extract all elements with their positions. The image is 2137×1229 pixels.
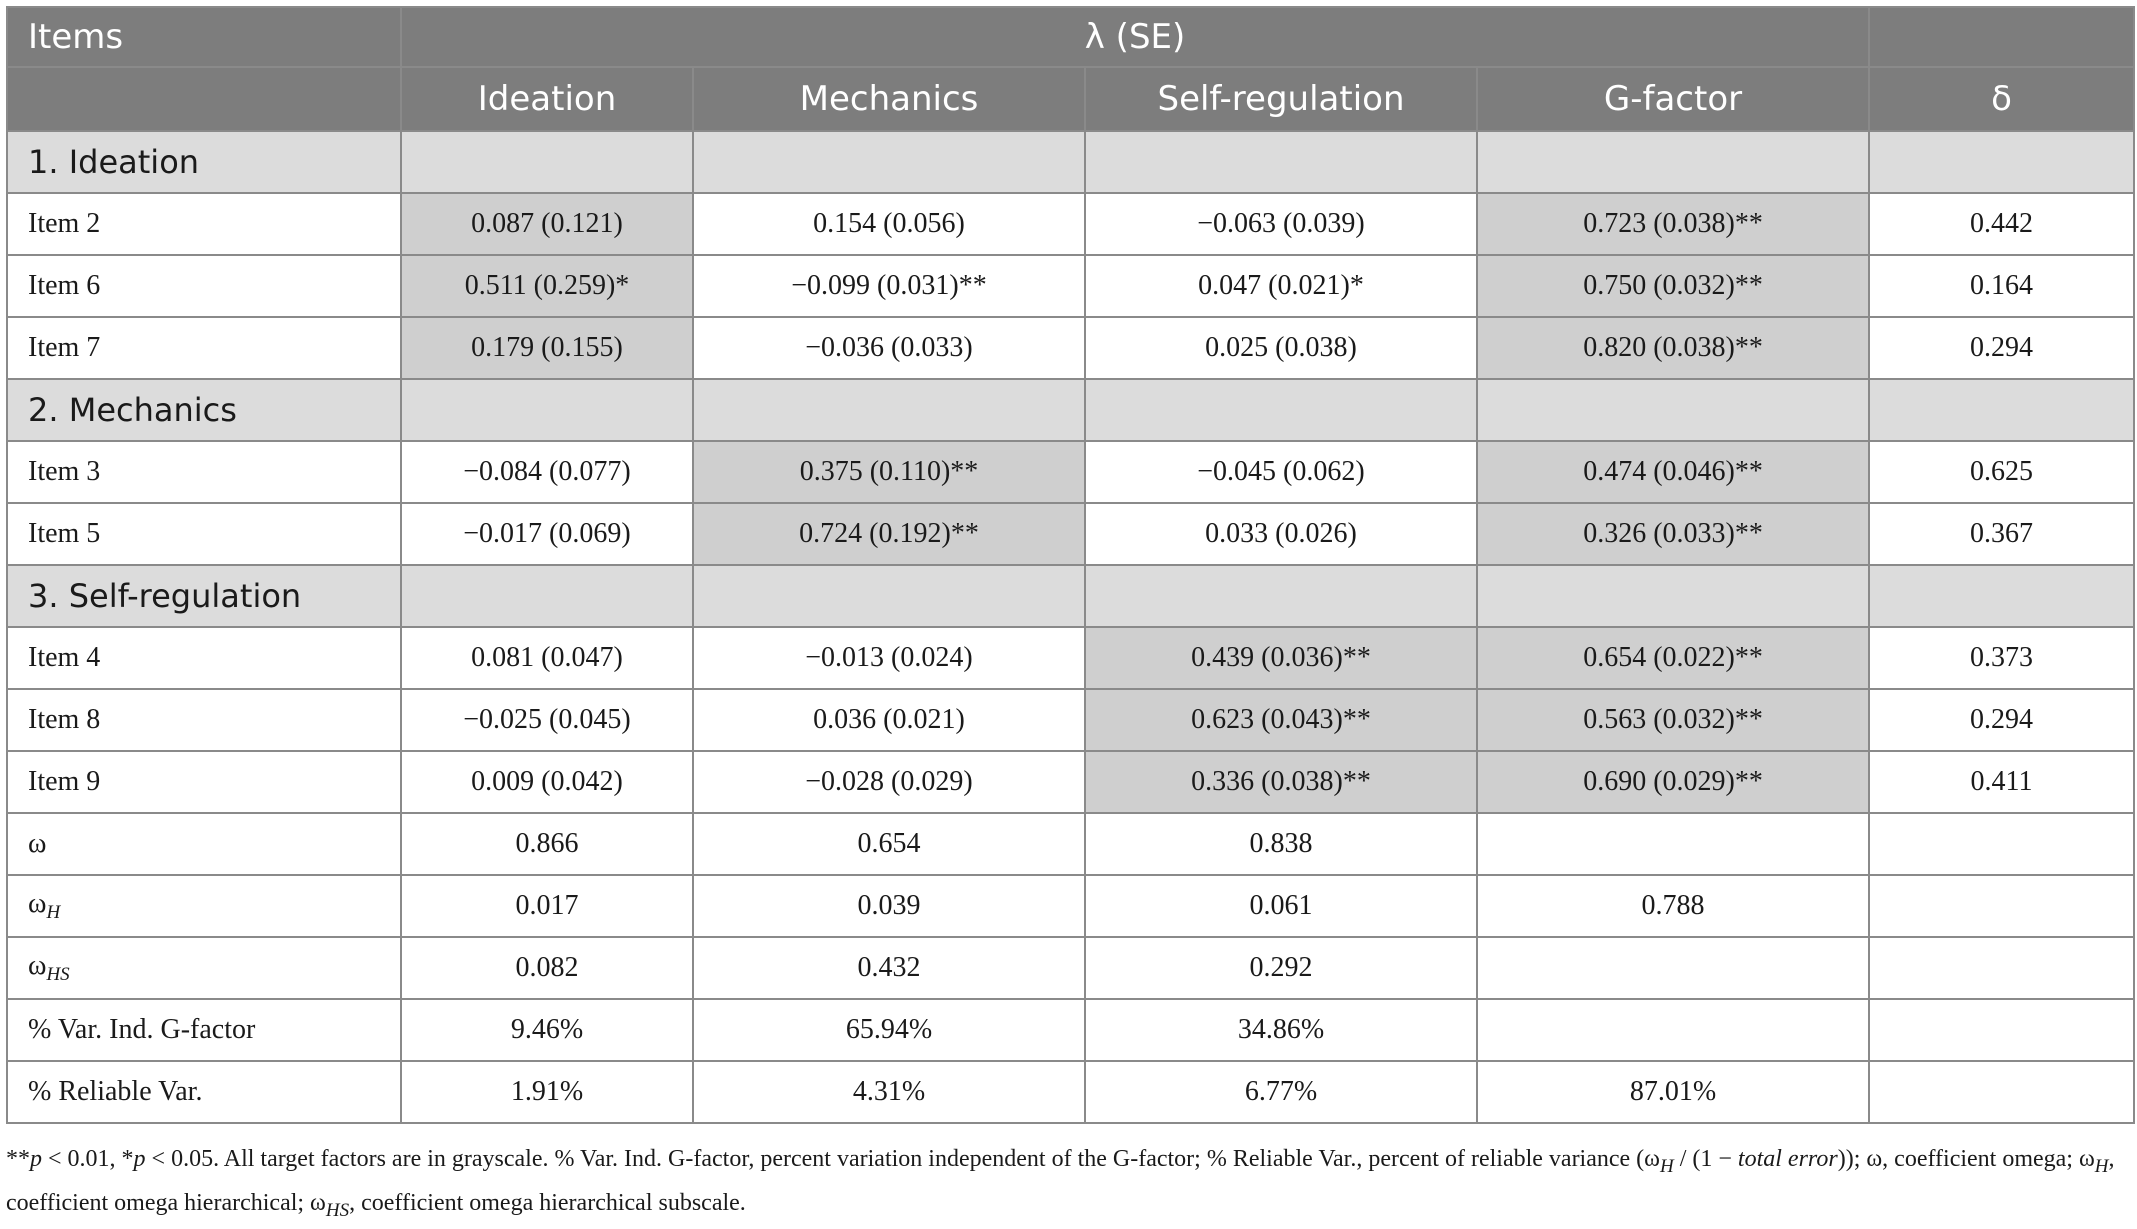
summary-cell-self-regulation: 34.86% [1085,999,1477,1061]
header-row-top [7,7,2134,67]
summary-cell-g-factor: 87.01% [1477,1061,1869,1123]
cell-delta: 0.625 [1869,441,2134,503]
column-header-ideation: Ideation [401,67,693,131]
summary-cell-ideation: 0.017 [401,875,693,937]
section-blank-cell [1477,379,1869,441]
summary-row [7,937,2134,999]
cell-self-regulation: 0.033 (0.026) [1085,503,1477,565]
summary-label-text: ω [28,888,47,919]
section-blank-cell [1477,131,1869,193]
section-title: 2. Mechanics [7,379,401,441]
summary-cell-ideation: 0.866 [401,813,693,875]
cell-mechanics: 0.154 (0.056) [693,193,1085,255]
summary-cell-delta [1869,875,2134,937]
item-label: Item 7 [7,317,401,379]
section-blank-cell [401,565,693,627]
summary-cell-g-factor [1477,937,1869,999]
summary-row [7,875,2134,937]
table-row [7,503,2134,565]
summary-cell-delta [1869,937,2134,999]
item-label: Item 2 [7,193,401,255]
cell-mechanics: −0.028 (0.029) [693,751,1085,813]
summary-cell-mechanics: 0.432 [693,937,1085,999]
cell-g-factor: 0.563 (0.032)** [1477,689,1869,751]
section-blank-cell [1085,565,1477,627]
cell-ideation: −0.017 (0.069) [401,503,693,565]
section-blank-cell [693,131,1085,193]
section-blank-cell [1869,131,2134,193]
cell-delta: 0.411 [1869,751,2134,813]
cell-ideation: 0.087 (0.121) [401,193,693,255]
item-label: Item 3 [7,441,401,503]
cell-mechanics: −0.099 (0.031)** [693,255,1085,317]
cell-ideation: 0.179 (0.155) [401,317,693,379]
cell-delta: 0.164 [1869,255,2134,317]
cell-ideation: −0.025 (0.045) [401,689,693,751]
item-label: Item 8 [7,689,401,751]
section-row [7,131,2134,193]
lambda-se-header: λ (SE) [401,7,1869,67]
cell-delta: 0.294 [1869,317,2134,379]
summary-cell-delta [1869,1061,2134,1123]
summary-label-text: % Var. Ind. G-factor [28,1014,256,1045]
summary-cell-g-factor [1477,999,1869,1061]
summary-cell-mechanics: 65.94% [693,999,1085,1061]
summary-cell-ideation: 1.91% [401,1061,693,1123]
summary-cell-delta [1869,999,2134,1061]
summary-label [7,999,401,1061]
section-blank-cell [693,565,1085,627]
column-header-delta: δ [1869,67,2134,131]
summary-cell-mechanics: 0.654 [693,813,1085,875]
summary-label-subscript: H [46,902,61,923]
cell-mechanics: −0.013 (0.024) [693,627,1085,689]
cell-ideation: 0.511 (0.259)* [401,255,693,317]
table-row [7,255,2134,317]
cell-mechanics: 0.375 (0.110)** [693,441,1085,503]
header-blank-cell [7,67,401,131]
summary-cell-delta [1869,813,2134,875]
section-row [7,565,2134,627]
section-blank-cell [1085,131,1477,193]
cell-self-regulation: 0.439 (0.036)** [1085,627,1477,689]
summary-label [7,937,401,999]
cell-delta: 0.367 [1869,503,2134,565]
table-footnote: **p < 0.01, *p < 0.05. All target factors are in grayscale. % Var. Ind. G-factor, percent variation independent of the G-factor; % Reliable Var., percent of reliable variance ($\omega_H / (1$ − total error)); ω, coefficient omega; $\omega_H$, coefficient omega hierarchical; $\omega_{HS}$, coefficient omega hierarchical subscale. [6,1146,2115,1221]
summary-label-subscript: HS [46,964,70,985]
items-header: Items [7,7,401,67]
cell-self-regulation: 0.025 (0.038) [1085,317,1477,379]
item-label: Item 5 [7,503,401,565]
section-title: 3. Self-regulation [7,565,401,627]
summary-label [7,875,401,937]
section-blank-cell [1085,379,1477,441]
section-blank-cell [1869,565,2134,627]
summary-row [7,999,2134,1061]
section-blank-cell [1477,565,1869,627]
summary-cell-self-regulation: 0.838 [1085,813,1477,875]
summary-label-text: ω [28,950,47,981]
column-header-g-factor: G-factor [1477,67,1869,131]
section-title: 1. Ideation [7,131,401,193]
table-row [7,441,2134,503]
header-row-columns [7,67,2134,131]
cell-g-factor: 0.474 (0.046)** [1477,441,1869,503]
cell-g-factor: 0.690 (0.029)** [1477,751,1869,813]
factor-loadings-table [6,6,2135,1124]
item-label: Item 4 [7,627,401,689]
column-header-mechanics: Mechanics [693,67,1085,131]
summary-row [7,813,2134,875]
section-row [7,379,2134,441]
cell-g-factor: 0.654 (0.022)** [1477,627,1869,689]
cell-self-regulation: −0.045 (0.062) [1085,441,1477,503]
table-row [7,317,2134,379]
section-blank-cell [401,379,693,441]
cell-delta: 0.442 [1869,193,2134,255]
summary-cell-mechanics: 4.31% [693,1061,1085,1123]
cell-self-regulation: −0.063 (0.039) [1085,193,1477,255]
summary-label [7,1061,401,1123]
cell-ideation: 0.081 (0.047) [401,627,693,689]
cell-ideation: 0.009 (0.042) [401,751,693,813]
cell-g-factor: 0.820 (0.038)** [1477,317,1869,379]
cell-ideation: −0.084 (0.077) [401,441,693,503]
summary-cell-self-regulation: 0.292 [1085,937,1477,999]
cell-delta: 0.373 [1869,627,2134,689]
cell-g-factor: 0.750 (0.032)** [1477,255,1869,317]
summary-cell-self-regulation: 0.061 [1085,875,1477,937]
cell-delta: 0.294 [1869,689,2134,751]
cell-g-factor: 0.723 (0.038)** [1477,193,1869,255]
section-blank-cell [401,131,693,193]
cell-self-regulation: 0.047 (0.021)* [1085,255,1477,317]
section-blank-cell [693,379,1085,441]
item-label: Item 9 [7,751,401,813]
section-blank-cell [1869,379,2134,441]
summary-cell-ideation: 9.46% [401,999,693,1061]
cell-g-factor: 0.326 (0.033)** [1477,503,1869,565]
table-row [7,627,2134,689]
cell-mechanics: 0.724 (0.192)** [693,503,1085,565]
summary-label-text: ω [28,828,47,859]
summary-cell-g-factor [1477,813,1869,875]
cell-self-regulation: 0.336 (0.038)** [1085,751,1477,813]
summary-label-text: % Reliable Var. [28,1076,203,1107]
item-label: Item 6 [7,255,401,317]
cell-mechanics: 0.036 (0.021) [693,689,1085,751]
header-blank [1869,7,2134,67]
table-row [7,751,2134,813]
table-row [7,689,2134,751]
summary-label [7,813,401,875]
summary-cell-mechanics: 0.039 [693,875,1085,937]
summary-row [7,1061,2134,1123]
summary-cell-g-factor: 0.788 [1477,875,1869,937]
summary-cell-self-regulation: 6.77% [1085,1061,1477,1123]
column-header-self-regulation: Self-regulation [1085,67,1477,131]
summary-cell-ideation: 0.082 [401,937,693,999]
cell-mechanics: −0.036 (0.033) [693,317,1085,379]
cell-self-regulation: 0.623 (0.043)** [1085,689,1477,751]
table-row [7,193,2134,255]
